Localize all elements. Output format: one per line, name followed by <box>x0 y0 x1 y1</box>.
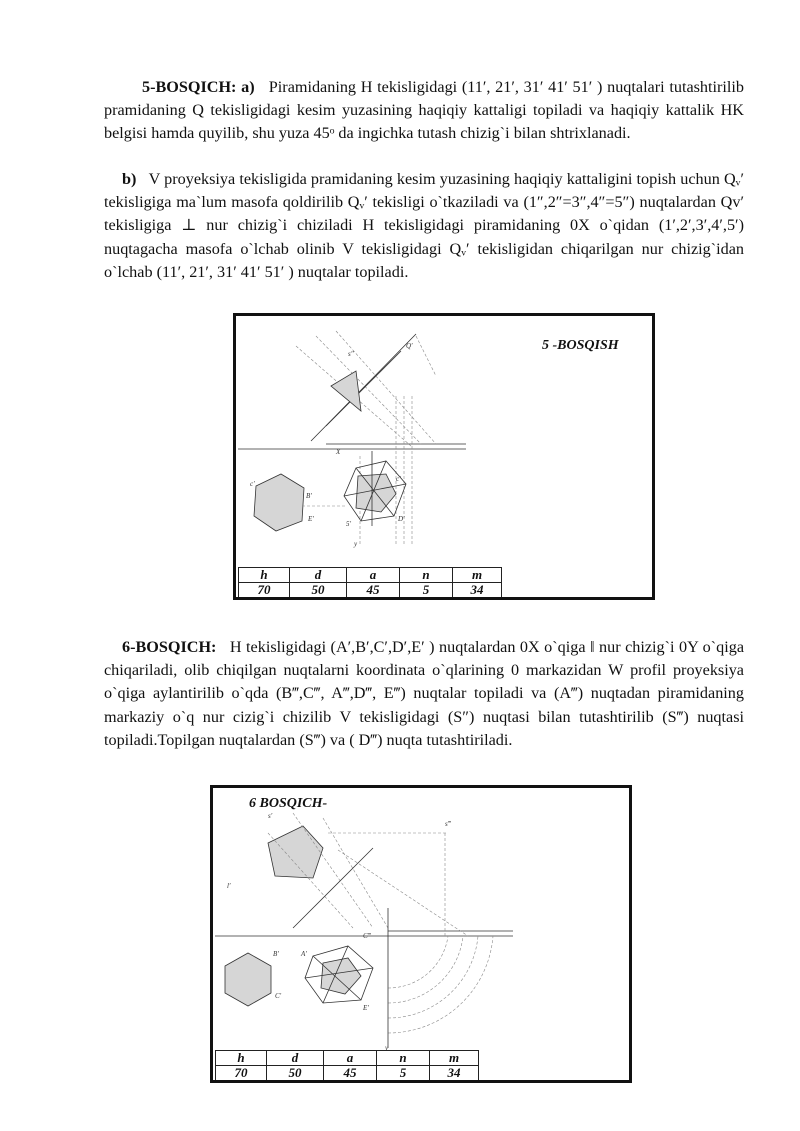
svg-text:X: X <box>336 448 341 456</box>
figure6-header-d: d <box>267 1051 324 1066</box>
svg-text:A′: A′ <box>301 950 307 958</box>
figure5-header-h: h <box>239 568 290 583</box>
figure6-params-table <box>215 1050 479 1081</box>
figure5-header-m: m <box>453 568 502 583</box>
svg-text:B′: B′ <box>306 492 312 500</box>
figure6-construction-svg <box>213 788 629 1050</box>
svg-text:E′: E′ <box>363 1004 369 1012</box>
figure6-header-n: n <box>377 1051 430 1066</box>
svg-text:C′: C′ <box>275 992 282 1000</box>
figure5-value-d: 50 <box>290 583 347 598</box>
figure6-value-m: 34 <box>430 1066 479 1081</box>
figure6-header-m: m <box>430 1051 479 1066</box>
section5-text-a: Piramidaning H tekisligidagi (11′, 21′, 31′ 41′ 51′ ) nuqtalari tutashtirilib pramidaning Q tekisligidagi kesim yuzasining haqiqiy kattaligi topiladi va haqiqiy kattalik HK belgisi hamda quyilib, shu yuza 45ᵒ da ingichka tutash chizig`i bilan shtrixlanadi. <box>104 78 744 143</box>
figure5-value-a: 45 <box>347 583 400 598</box>
svg-text:5′: 5′ <box>346 520 352 528</box>
section5-paragraph-a <box>104 76 744 146</box>
figure5-value-n: 5 <box>400 583 453 598</box>
figure5-construction-svg <box>236 316 652 566</box>
section5-paragraph-b <box>104 168 744 284</box>
figure6-value-h: 70 <box>216 1066 267 1081</box>
section5-text-b: V proyeksiya tekisligida pramidaning kesim yuzasining haqiqiy kattaligini topish uchun Qᵥ′ tekisligiga ma`lum masofa qoldirilib Qᵥ′ tekisligi o`tkaziladi va (1″,2″=3″,4″=5″) nuqtalardan Qv′ tekisligiga ⊥ nur chizig`i chiziladi H tekisligidagi piramidaning 0X o`qidan (1′,2′,3′,4′,5′) nuqtagacha masofa o`lchab olinib V tekisligidagi Qᵥ′ tekisligidan chiqarilgan nur chizig`idan o`lchab (11′, 21′, 31′ 41′ 51′ ) nuqtalar topiladi. <box>104 170 744 281</box>
figure5-value-h: 70 <box>239 583 290 598</box>
section5-label-b: b) <box>122 170 137 188</box>
svg-text:Q′: Q′ <box>406 342 413 350</box>
section6-heading: 6-BOSQICH: <box>122 638 217 656</box>
figure-6-drawing <box>210 785 632 1083</box>
svg-text:c′: c′ <box>250 480 255 488</box>
svg-text:D′: D′ <box>398 515 405 523</box>
figure5-title: 5 -BOSQISH <box>542 338 619 353</box>
figure6-value-d: 50 <box>267 1066 324 1081</box>
svg-text:y: y <box>385 1044 389 1050</box>
svg-text:B′: B′ <box>273 950 279 958</box>
figure6-title: 6 BOSQICH- <box>249 796 328 811</box>
svg-text:E′: E′ <box>308 515 314 523</box>
figure5-value-m: 34 <box>453 583 502 598</box>
figure-5-drawing <box>233 313 655 600</box>
figure5-header-a: a <box>347 568 400 583</box>
figure6-value-n: 5 <box>377 1066 430 1081</box>
svg-text:y: y <box>354 540 358 548</box>
figure5-header-n: n <box>400 568 453 583</box>
svg-text:s″: s″ <box>348 350 354 358</box>
svg-text:c′: c′ <box>396 475 401 483</box>
section6-paragraph <box>104 636 744 752</box>
figure6-header-h: h <box>216 1051 267 1066</box>
svg-text:s′: s′ <box>268 812 273 820</box>
section5-heading: 5-BOSQICH: a) <box>142 78 255 96</box>
figure5-params-table <box>238 567 502 598</box>
section6-text: H tekisligidagi (A′,B′,C′,D′,E′ ) nuqtalardan 0X o`qiga ‖ nur chizig`i 0Y o`qiga chiqariladi, olib chiqilgan nuqtalarni koordinata o`qlarining 0 markazidan W profil proyeksiya o`qiga aylantirilib o`qda (B‴,C‴, A‴,D‴, E‴) nuqtalar topiladi va (A‴) nuqtadan piramidaning markaziy o`q nur cizig`i chizilib V tekisligidagi (S″) nuqtasi bilan tutashtirilib (S‴) nuqtasi topiladi.Topilgan nuqtalardan (S‴) va ( D‴) nuqta tutashtiriladi. <box>104 638 745 749</box>
svg-text:s‴: s‴ <box>445 820 451 828</box>
svg-text:l′: l′ <box>227 882 231 890</box>
svg-text:C‴: C‴ <box>363 932 371 940</box>
figure6-value-a: 45 <box>324 1066 377 1081</box>
figure5-header-d: d <box>290 568 347 583</box>
figure6-header-a: a <box>324 1051 377 1066</box>
